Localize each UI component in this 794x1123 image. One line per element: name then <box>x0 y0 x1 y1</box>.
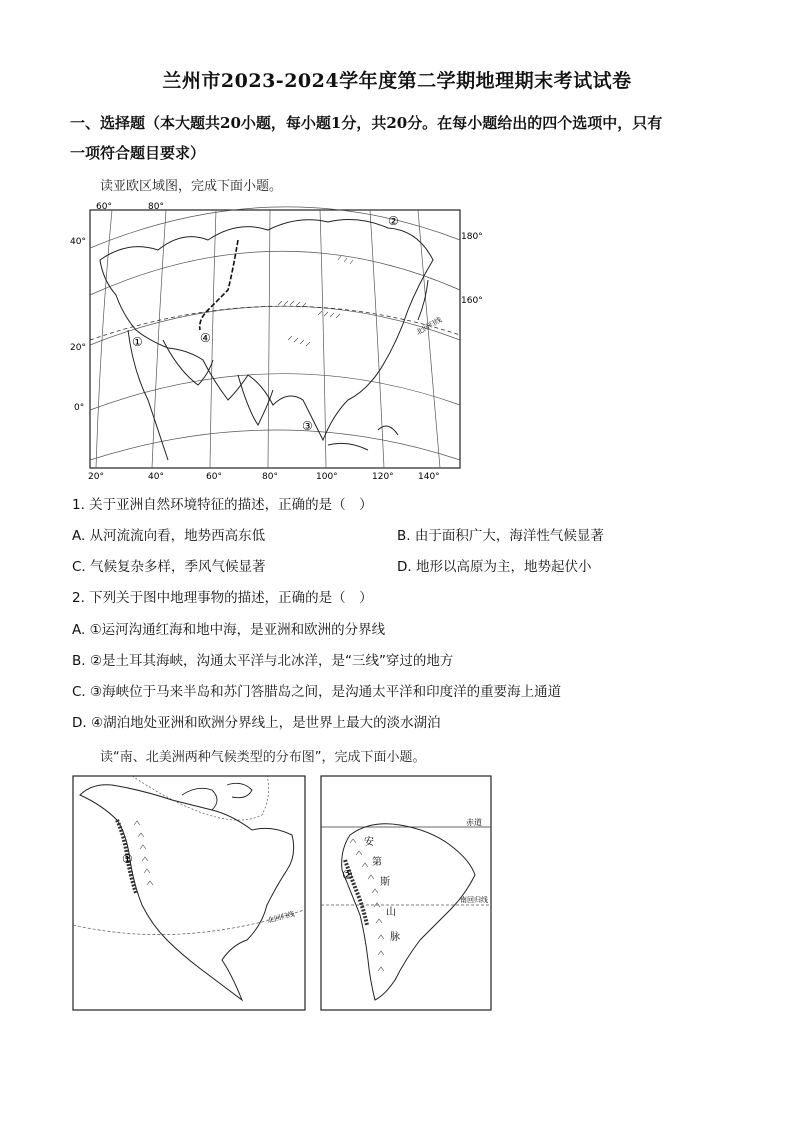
q1-option-a[interactable]: A. 从河流流向看，地势西高东低 <box>72 528 266 544</box>
andes-char-5: 脉 <box>390 932 400 943</box>
lat-left-0: 0° <box>74 403 85 413</box>
na-tropic-label: 北回归线 <box>266 909 296 925</box>
north-america-map <box>72 775 306 1015</box>
right-label-160: 160° <box>461 296 483 306</box>
lon-bottom-100: 100° <box>316 472 338 482</box>
q2-stem: 2. 下列关于图中地理事物的描述，正确的是（ ） <box>72 590 373 606</box>
lon-top-60: 60° <box>96 202 112 212</box>
na-marker-1: ① <box>122 852 133 866</box>
q1-option-c[interactable]: C. 气候复杂多样，季风气候显著 <box>72 559 266 575</box>
lon-top-80: 80° <box>148 202 164 212</box>
q2-option-a[interactable]: A. ①运河沟通红海和地中海，是亚洲和欧洲的分界线 <box>72 622 386 638</box>
lon-bottom-120: 120° <box>372 472 394 482</box>
q1-option-b[interactable]: B. 由于面积广大，海洋性气候显著 <box>397 528 604 544</box>
section-heading <box>70 108 730 168</box>
section-heading-line1: 一、选择题（本大题共20小题，每小题1分，共20分。在每小题给出的四个选项中，只有 <box>70 114 663 132</box>
lon-bottom-60: 60° <box>206 472 222 482</box>
andes-char-2: 第 <box>372 857 382 868</box>
andes-char-4: 山 <box>386 907 396 918</box>
q2-option-c[interactable]: C. ③海峡位于马来半岛和苏门答腊岛之间，是沟通太平洋和印度洋的重要海上通道 <box>72 684 562 700</box>
andes-char-3: 斯 <box>380 877 390 888</box>
eurasia-map <box>70 200 483 489</box>
marker-1: ① <box>132 335 143 349</box>
q1-option-d[interactable]: D. 地形以高原为主，地势起伏小 <box>397 559 592 575</box>
lat-left-40: 40° <box>70 237 86 247</box>
marker-4: ④ <box>200 331 211 345</box>
south-america-map <box>320 775 492 1015</box>
lon-bottom-20: 20° <box>88 472 104 482</box>
lon-bottom-40: 40° <box>148 472 164 482</box>
lon-bottom-140: 140° <box>418 472 440 482</box>
group2-intro: 读“南、北美洲两种气候类型的分布图”，完成下面小题。 <box>100 750 426 765</box>
tropic-label-asia: 北回归线 <box>415 315 444 337</box>
lon-bottom-80: 80° <box>262 472 278 482</box>
group1-intro: 读亚欧区域图，完成下面小题。 <box>100 179 283 194</box>
right-label-180: 180° <box>461 232 483 242</box>
andes-char-1: 安 <box>364 837 374 848</box>
section-heading-line2: 一项符合题目要求） <box>70 144 206 162</box>
page-title: 兰州市2023-2024学年度第二学期地理期末考试试卷 <box>162 70 632 92</box>
q2-option-d[interactable]: D. ④湖泊地处亚洲和欧洲分界线上，是世界上最大的淡水湖泊 <box>72 715 441 731</box>
marker-2: ② <box>388 214 399 228</box>
marker-3: ③ <box>302 419 313 433</box>
q2-option-b[interactable]: B. ②是土耳其海峡，沟通太平洋与北冰洋，是“三线”穿过的地方 <box>72 653 454 669</box>
lat-left-20: 20° <box>70 343 86 353</box>
q1-stem: 1. 关于亚洲自然环境特征的描述，正确的是（ ） <box>72 497 373 513</box>
sa-marker-2: ② <box>342 868 353 882</box>
sa-equator-label: 赤道 <box>466 818 482 827</box>
sa-tropic-label: 南回归线 <box>460 896 488 904</box>
